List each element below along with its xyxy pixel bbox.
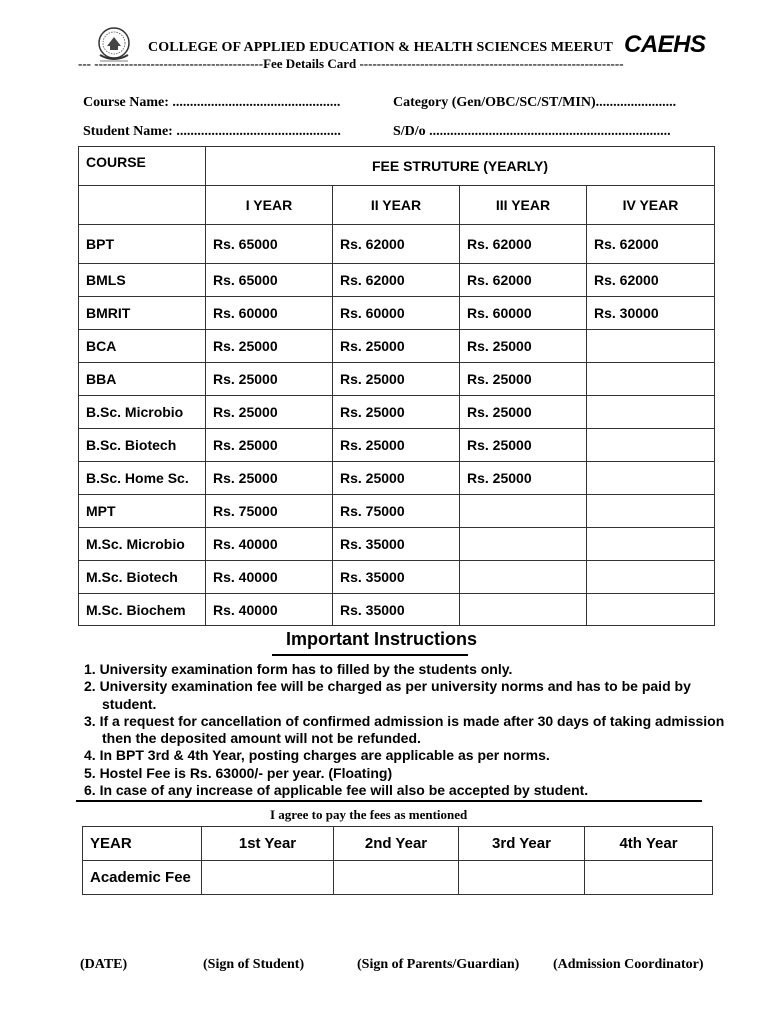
fee-cell (460, 561, 587, 594)
fee-cell: Rs. 40000 (206, 561, 333, 594)
fee-cell: Rs. 25000 (206, 330, 333, 363)
fee-structure-header: FEE STRUTURE (YEARLY) (206, 147, 715, 186)
student-signature: (Sign of Student) (203, 957, 305, 972)
fee-cell (587, 330, 715, 363)
fee-cell: Rs. 25000 (333, 396, 460, 429)
fee-cell (460, 528, 587, 561)
course-cell: BMLS (79, 264, 206, 297)
course-cell: MPT (79, 495, 206, 528)
coordinator-signature: (Admission Coordinator) (553, 957, 704, 972)
fee-cell: Rs. 25000 (206, 396, 333, 429)
fee-cell (587, 561, 715, 594)
course-cell: BPT (79, 225, 206, 264)
table-row (79, 561, 715, 594)
table-row (79, 396, 715, 429)
fee-cell (587, 594, 715, 626)
fee-cell: Rs. 25000 (460, 363, 587, 396)
table-row (79, 594, 715, 626)
fee-cell: Rs. 75000 (333, 495, 460, 528)
date-signature: (DATE) (80, 957, 128, 972)
fee-cell: Rs. 62000 (460, 225, 587, 264)
table-row (79, 462, 715, 495)
year-header: IV YEAR (587, 186, 715, 225)
table-row (79, 495, 715, 528)
academic-fee-year-2-input[interactable] (334, 861, 459, 895)
instruction-item: 6. In case of any increase of applicable fee will also be accepted by student. (84, 782, 589, 799)
year-col-2: 2nd Year (334, 827, 459, 861)
fee-cell: Rs. 25000 (333, 462, 460, 495)
fee-cell: Rs. 60000 (460, 297, 587, 330)
fee-cell: Rs. 35000 (333, 594, 460, 626)
year-col-4: 4th Year (585, 827, 713, 861)
fee-cell: Rs. 25000 (333, 363, 460, 396)
fee-cell: Rs. 65000 (206, 264, 333, 297)
fee-cell (460, 594, 587, 626)
academic-fee-year-3-input[interactable] (459, 861, 585, 895)
fee-cell: Rs. 40000 (206, 528, 333, 561)
year-header: II YEAR (333, 186, 460, 225)
caehs-logo: CAEHS (624, 31, 706, 58)
fee-cell: Rs. 40000 (206, 594, 333, 626)
fee-cell: Rs. 35000 (333, 561, 460, 594)
category-field[interactable]: Category (Gen/OBC/SC/ST/MIN)....................... (393, 95, 677, 110)
course-cell: BBA (79, 363, 206, 396)
course-cell: M.Sc. Microbio (79, 528, 206, 561)
course-cell: M.Sc. Biochem (79, 594, 206, 626)
fee-structure-table (78, 146, 715, 626)
table-row (79, 297, 715, 330)
section-divider (76, 800, 702, 802)
fee-cell: Rs. 35000 (333, 528, 460, 561)
fee-cell: Rs. 25000 (460, 330, 587, 363)
instructions-title: Important Instructions (286, 629, 478, 649)
instruction-item: 2. University examination fee will be charged as per university norms and has to be paid by student. (84, 678, 691, 712)
academic-fee-year-4-input[interactable] (585, 861, 713, 895)
college-name: COLLEGE OF APPLIED EDUCATION & HEALTH SCIENCES MEERUT (148, 40, 613, 55)
academic-fee-year-1-input[interactable] (202, 861, 334, 895)
instructions-list (84, 661, 734, 799)
parent-signature: (Sign of Parents/Guardian) (357, 957, 520, 972)
agreement-text: I agree to pay the fees as mentioned (270, 807, 468, 822)
fee-cell (587, 462, 715, 495)
fee-cell: Rs. 62000 (587, 264, 715, 297)
empty-cell (79, 186, 206, 225)
sdo-field[interactable]: S/D/o ..................................................................... (393, 124, 671, 139)
fee-cell: Rs. 65000 (206, 225, 333, 264)
fee-cell (587, 528, 715, 561)
academic-fee-table (82, 826, 713, 895)
fee-cell: Rs. 62000 (587, 225, 715, 264)
year-label: YEAR (83, 827, 202, 861)
fee-cell (587, 396, 715, 429)
table-row (79, 429, 715, 462)
course-cell: B.Sc. Biotech (79, 429, 206, 462)
fee-cell (460, 495, 587, 528)
year-col-3: 3rd Year (459, 827, 585, 861)
course-name-field[interactable]: Course Name: ................................................ (83, 95, 341, 110)
course-cell: B.Sc. Microbio (79, 396, 206, 429)
year-header: III YEAR (460, 186, 587, 225)
course-cell: B.Sc. Home Sc. (79, 462, 206, 495)
fee-cell: Rs. 25000 (206, 429, 333, 462)
fee-cell: Rs. 25000 (333, 330, 460, 363)
fee-cell: Rs. 25000 (460, 429, 587, 462)
course-header: COURSE (79, 147, 206, 186)
fee-cell: Rs. 60000 (333, 297, 460, 330)
instruction-item: 1. University examination form has to filled by the students only. (84, 661, 513, 677)
year-col-1: 1st Year (202, 827, 334, 861)
table-row (79, 264, 715, 297)
fee-cell: Rs. 25000 (206, 363, 333, 396)
fee-cell: Rs. 25000 (333, 429, 460, 462)
table-row (79, 363, 715, 396)
year-header: I YEAR (206, 186, 333, 225)
table-row (79, 528, 715, 561)
fee-cell: Rs. 62000 (333, 225, 460, 264)
student-name-field[interactable]: Student Name: ............................................... (83, 124, 341, 139)
fee-cell: Rs. 62000 (460, 264, 587, 297)
fee-cell: Rs. 25000 (460, 396, 587, 429)
course-cell: M.Sc. Biotech (79, 561, 206, 594)
fee-cell (587, 495, 715, 528)
table-row (79, 225, 715, 264)
fee-cell: Rs. 30000 (587, 297, 715, 330)
fee-cell: Rs. 25000 (460, 462, 587, 495)
instruction-item: 3. If a request for cancellation of confirmed admission is made after 30 days of taking admission then the deposited amount will not be refunded. (84, 712, 725, 747)
table-row (79, 330, 715, 363)
fee-cell: Rs. 62000 (333, 264, 460, 297)
academic-fee-label: Academic Fee (83, 861, 202, 895)
fee-cell (587, 363, 715, 396)
fee-cell: Rs. 25000 (206, 462, 333, 495)
instructions-underline (272, 654, 468, 656)
course-cell: BMRIT (79, 297, 206, 330)
fee-cell (587, 429, 715, 462)
card-title: --- ---------------------------------------Fee Details Card ------------------------------------------------------------- (78, 56, 624, 71)
course-cell: BCA (79, 330, 206, 363)
fee-cell: Rs. 75000 (206, 495, 333, 528)
instruction-item: 5. Hostel Fee is Rs. 63000/- per year. (Floating) (84, 764, 393, 781)
instruction-item: 4. In BPT 3rd & 4th Year, posting charges are applicable as per norms. (84, 747, 550, 764)
fee-cell: Rs. 60000 (206, 297, 333, 330)
